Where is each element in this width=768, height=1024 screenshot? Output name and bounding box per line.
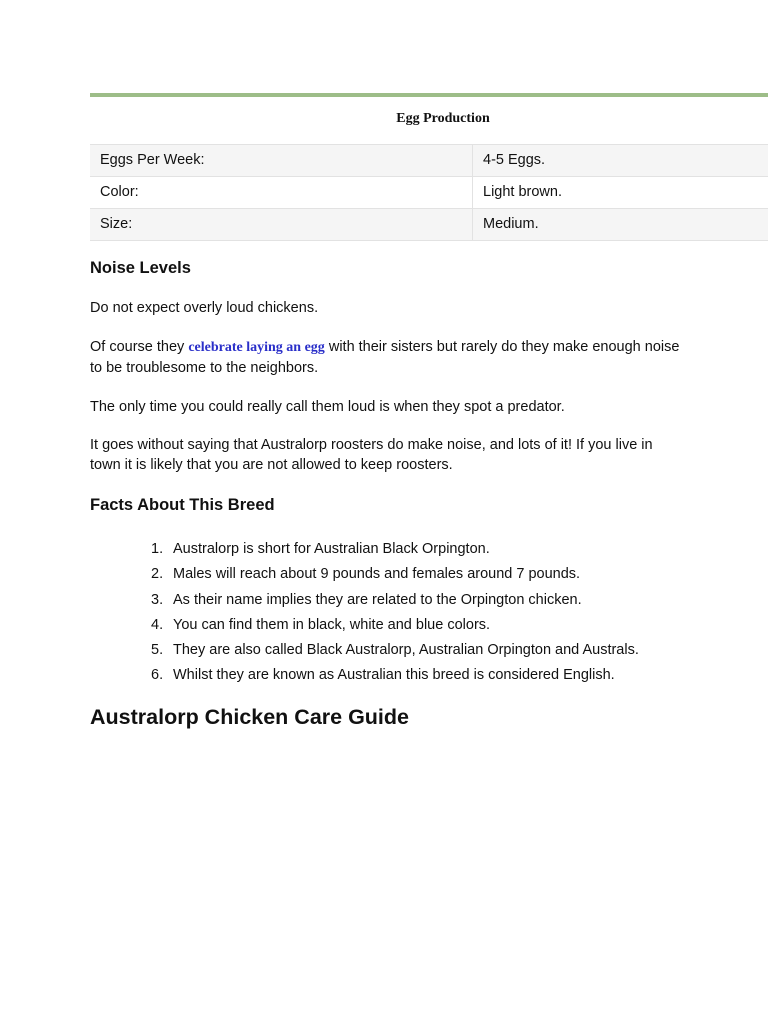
list-item [140, 537, 639, 562]
noise-paragraph-4: It goes without saying that Australorp roosters do make noise, and lots of it! If you live in town it is likely that you are not allowed to keep roosters. [90, 437, 653, 473]
list-item-text: Australorp is short for Australian Black Orpington. [173, 541, 490, 557]
section-divider-rule [90, 93, 768, 97]
list-item-number: 4. [151, 616, 164, 633]
list-item-number: 2. [151, 566, 164, 583]
list-item-text: You can find them in black, white and blue colors. [173, 616, 491, 633]
table-cell-value: Medium. [483, 216, 539, 232]
table-row [90, 145, 768, 177]
noise-paragraph-2-end: with their sisters but rarely do they make enough noise to be troublesome to the neighbors. [90, 339, 680, 376]
table-cell-label: Size: [90, 209, 473, 240]
celebrate-laying-egg-link[interactable]: celebrate laying an egg [188, 340, 325, 355]
list-item-text: As their name implies they are related to the Orpington chicken. [173, 591, 582, 608]
care-guide-heading: Australorp Chicken Care Guide [90, 705, 409, 729]
list-item-text: Males will reach about 9 pounds and females around 7 pounds. [173, 566, 581, 583]
list-item [140, 588, 639, 613]
noise-paragraph-2-start: Of course they [90, 339, 189, 355]
list-item-text: Whilst they are known as Australian this breed is considered English. [173, 667, 615, 684]
facts-heading: Facts About This Breed [90, 496, 275, 514]
list-item-number: 5. [151, 642, 164, 659]
list-item-text: They are also called Black Australorp, Australian Orpington and Australs. [173, 642, 639, 659]
noise-levels-heading: Noise Levels [90, 259, 191, 277]
list-item-number: 6. [151, 667, 164, 684]
list-item [140, 663, 639, 688]
facts-list [140, 537, 639, 689]
table-row [90, 177, 768, 209]
list-item [140, 638, 639, 663]
noise-paragraph-2 [90, 337, 680, 378]
table-cell-value: 4-5 Eggs. [483, 152, 546, 168]
table-cell-label: Color: [90, 177, 473, 208]
egg-production-table [90, 144, 768, 241]
list-item [140, 562, 639, 587]
noise-paragraph-1: Do not expect overly loud chickens. [90, 300, 319, 316]
list-item-number: 1. [151, 541, 164, 557]
list-item-number: 3. [151, 591, 164, 608]
table-caption: Egg Production [396, 111, 490, 126]
list-item [140, 613, 639, 638]
noise-paragraph-3: The only time you could really call them loud is when they spot a predator. [90, 399, 565, 415]
table-cell-value: Light brown. [483, 184, 562, 200]
table-row [90, 209, 768, 241]
table-cell-label: Eggs Per Week: [90, 145, 473, 176]
